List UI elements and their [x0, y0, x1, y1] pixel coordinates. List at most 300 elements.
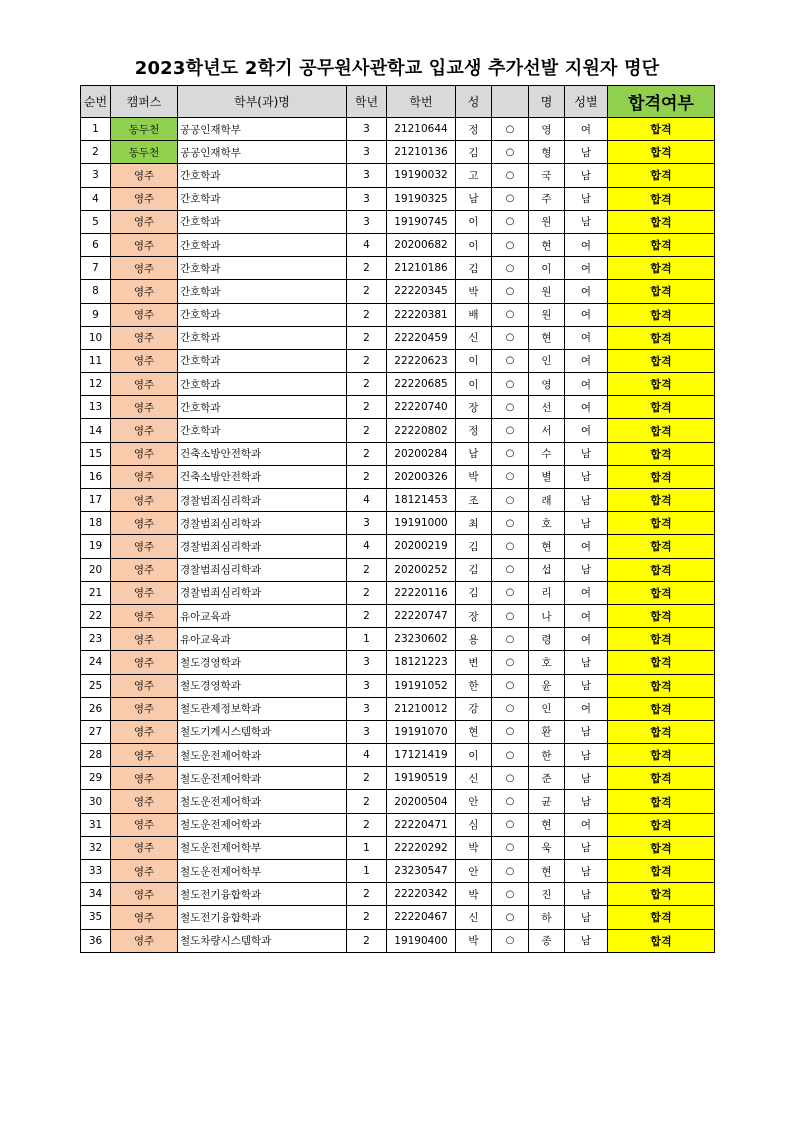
header-student-id: 학번: [387, 86, 456, 118]
table-row: [81, 651, 715, 674]
mask-cell: ○: [492, 628, 529, 651]
table-row: [81, 767, 715, 790]
campus-cell: 영주: [111, 697, 178, 720]
student-id-cell: 22220342: [387, 883, 456, 906]
row-number: 13: [81, 396, 111, 419]
surname-cell: 이: [456, 744, 492, 767]
student-id-cell: 20200326: [387, 465, 456, 488]
given-name-cell: 원: [529, 280, 565, 303]
given-name-cell: 인: [529, 349, 565, 372]
gender-cell: 남: [565, 860, 608, 883]
table-row: [81, 836, 715, 859]
gender-cell: 여: [565, 280, 608, 303]
department-cell: 철도운전제어학과: [178, 767, 347, 790]
header-result: 합격여부: [608, 86, 715, 118]
gender-cell: 남: [565, 836, 608, 859]
campus-cell: 영주: [111, 628, 178, 651]
mask-cell: ○: [492, 303, 529, 326]
student-id-cell: 19190519: [387, 767, 456, 790]
mask-cell: ○: [492, 187, 529, 210]
row-number: 3: [81, 164, 111, 187]
student-id-cell: 23230547: [387, 860, 456, 883]
mask-cell: ○: [492, 558, 529, 581]
table-row: [81, 210, 715, 233]
mask-cell: ○: [492, 720, 529, 743]
row-number: 24: [81, 651, 111, 674]
given-name-cell: 인: [529, 697, 565, 720]
given-name-cell: 나: [529, 604, 565, 627]
result-cell: 합격: [608, 535, 715, 558]
department-cell: 철도운전제어학과: [178, 813, 347, 836]
mask-cell: ○: [492, 373, 529, 396]
header-surname: 성: [456, 86, 492, 118]
year-cell: 2: [347, 419, 387, 442]
row-number: 18: [81, 512, 111, 535]
result-cell: 합격: [608, 790, 715, 813]
year-cell: 1: [347, 836, 387, 859]
table-row: [81, 558, 715, 581]
given-name-cell: 현: [529, 233, 565, 256]
year-cell: 2: [347, 326, 387, 349]
row-number: 23: [81, 628, 111, 651]
campus-cell: 영주: [111, 465, 178, 488]
given-name-cell: 영: [529, 118, 565, 141]
department-cell: 철도기계시스템학과: [178, 720, 347, 743]
campus-cell: 영주: [111, 674, 178, 697]
student-id-cell: 22220345: [387, 280, 456, 303]
given-name-cell: 원: [529, 210, 565, 233]
student-id-cell: 19191052: [387, 674, 456, 697]
surname-cell: 조: [456, 489, 492, 512]
student-id-cell: 22220471: [387, 813, 456, 836]
surname-cell: 김: [456, 535, 492, 558]
row-number: 27: [81, 720, 111, 743]
surname-cell: 현: [456, 720, 492, 743]
row-number: 26: [81, 697, 111, 720]
campus-cell: 영주: [111, 790, 178, 813]
given-name-cell: 호: [529, 651, 565, 674]
gender-cell: 여: [565, 118, 608, 141]
header-campus: 캠퍼스: [111, 86, 178, 118]
header-given-name: 명: [529, 86, 565, 118]
gender-cell: 남: [565, 790, 608, 813]
gender-cell: 여: [565, 326, 608, 349]
surname-cell: 남: [456, 187, 492, 210]
result-cell: 합격: [608, 187, 715, 210]
student-id-cell: 19190032: [387, 164, 456, 187]
surname-cell: 박: [456, 836, 492, 859]
gender-cell: 남: [565, 906, 608, 929]
gender-cell: 남: [565, 558, 608, 581]
table-body: [81, 118, 715, 953]
applicant-table: [80, 85, 715, 953]
campus-cell: 영주: [111, 651, 178, 674]
table-row: [81, 118, 715, 141]
row-number: 16: [81, 465, 111, 488]
row-number: 32: [81, 836, 111, 859]
surname-cell: 박: [456, 929, 492, 952]
student-id-cell: 19190400: [387, 929, 456, 952]
department-cell: 경찰범죄심리학과: [178, 581, 347, 604]
gender-cell: 여: [565, 303, 608, 326]
mask-cell: ○: [492, 767, 529, 790]
campus-cell: 영주: [111, 257, 178, 280]
mask-cell: ○: [492, 790, 529, 813]
department-cell: 간호학과: [178, 210, 347, 233]
year-cell: 2: [347, 790, 387, 813]
surname-cell: 이: [456, 210, 492, 233]
row-number: 12: [81, 373, 111, 396]
result-cell: 합격: [608, 836, 715, 859]
given-name-cell: 영: [529, 373, 565, 396]
year-cell: 3: [347, 210, 387, 233]
result-cell: 합격: [608, 674, 715, 697]
surname-cell: 정: [456, 118, 492, 141]
result-cell: 합격: [608, 581, 715, 604]
year-cell: 2: [347, 349, 387, 372]
gender-cell: 여: [565, 257, 608, 280]
mask-cell: ○: [492, 512, 529, 535]
campus-cell: 영주: [111, 860, 178, 883]
result-cell: 합격: [608, 141, 715, 164]
year-cell: 4: [347, 744, 387, 767]
table-row: [81, 303, 715, 326]
table-row: [81, 187, 715, 210]
mask-cell: ○: [492, 233, 529, 256]
table-row: [81, 674, 715, 697]
department-cell: 철도운전제어학과: [178, 790, 347, 813]
table-row: [81, 744, 715, 767]
department-cell: 건축소방안전학과: [178, 465, 347, 488]
result-cell: 합격: [608, 489, 715, 512]
mask-cell: ○: [492, 651, 529, 674]
department-cell: 유아교육과: [178, 604, 347, 627]
campus-cell: 영주: [111, 512, 178, 535]
result-cell: 합격: [608, 697, 715, 720]
given-name-cell: 리: [529, 581, 565, 604]
result-cell: 합격: [608, 233, 715, 256]
result-cell: 합격: [608, 906, 715, 929]
department-cell: 공공인재학부: [178, 118, 347, 141]
student-id-cell: 21210644: [387, 118, 456, 141]
year-cell: 3: [347, 720, 387, 743]
student-id-cell: 22220623: [387, 349, 456, 372]
mask-cell: ○: [492, 118, 529, 141]
campus-cell: 영주: [111, 280, 178, 303]
campus-cell: 영주: [111, 326, 178, 349]
department-cell: 철도경영학과: [178, 651, 347, 674]
row-number: 33: [81, 860, 111, 883]
given-name-cell: 종: [529, 929, 565, 952]
mask-cell: ○: [492, 396, 529, 419]
department-cell: 철도경영학과: [178, 674, 347, 697]
student-id-cell: 19190325: [387, 187, 456, 210]
campus-cell: 영주: [111, 604, 178, 627]
student-id-cell: 20200682: [387, 233, 456, 256]
student-id-cell: 22220292: [387, 836, 456, 859]
mask-cell: ○: [492, 744, 529, 767]
mask-cell: ○: [492, 349, 529, 372]
table-row: [81, 628, 715, 651]
mask-cell: ○: [492, 489, 529, 512]
gender-cell: 여: [565, 396, 608, 419]
department-cell: 간호학과: [178, 303, 347, 326]
result-cell: 합격: [608, 512, 715, 535]
campus-cell: 영주: [111, 396, 178, 419]
department-cell: 간호학과: [178, 280, 347, 303]
header-no: 순번: [81, 86, 111, 118]
department-cell: 간호학과: [178, 419, 347, 442]
mask-cell: ○: [492, 813, 529, 836]
table-row: [81, 396, 715, 419]
department-cell: 유아교육과: [178, 628, 347, 651]
given-name-cell: 령: [529, 628, 565, 651]
department-cell: 간호학과: [178, 187, 347, 210]
campus-cell: 영주: [111, 210, 178, 233]
gender-cell: 남: [565, 767, 608, 790]
student-id-cell: 22220467: [387, 906, 456, 929]
gender-cell: 남: [565, 720, 608, 743]
campus-cell: 동두천: [111, 141, 178, 164]
campus-cell: 영주: [111, 836, 178, 859]
campus-cell: 영주: [111, 744, 178, 767]
year-cell: 2: [347, 883, 387, 906]
mask-cell: ○: [492, 326, 529, 349]
row-number: 36: [81, 929, 111, 952]
row-number: 30: [81, 790, 111, 813]
student-id-cell: 22220802: [387, 419, 456, 442]
year-cell: 2: [347, 929, 387, 952]
table-row: [81, 326, 715, 349]
campus-cell: 영주: [111, 349, 178, 372]
given-name-cell: 수: [529, 442, 565, 465]
surname-cell: 최: [456, 512, 492, 535]
table-row: [81, 697, 715, 720]
gender-cell: 남: [565, 465, 608, 488]
gender-cell: 남: [565, 744, 608, 767]
year-cell: 3: [347, 118, 387, 141]
result-cell: 합격: [608, 303, 715, 326]
mask-cell: ○: [492, 442, 529, 465]
campus-cell: 영주: [111, 489, 178, 512]
campus-cell: 영주: [111, 303, 178, 326]
department-cell: 철도운전제어학과: [178, 744, 347, 767]
result-cell: 합격: [608, 720, 715, 743]
year-cell: 2: [347, 906, 387, 929]
gender-cell: 여: [565, 697, 608, 720]
gender-cell: 남: [565, 187, 608, 210]
year-cell: 2: [347, 813, 387, 836]
given-name-cell: 현: [529, 860, 565, 883]
table-row: [81, 373, 715, 396]
student-id-cell: 18121223: [387, 651, 456, 674]
mask-cell: ○: [492, 860, 529, 883]
campus-cell: 영주: [111, 187, 178, 210]
row-number: 28: [81, 744, 111, 767]
department-cell: 간호학과: [178, 396, 347, 419]
given-name-cell: 윤: [529, 674, 565, 697]
mask-cell: ○: [492, 465, 529, 488]
table-row: [81, 489, 715, 512]
year-cell: 2: [347, 767, 387, 790]
given-name-cell: 준: [529, 767, 565, 790]
row-number: 2: [81, 141, 111, 164]
mask-cell: ○: [492, 164, 529, 187]
surname-cell: 안: [456, 790, 492, 813]
mask-cell: ○: [492, 419, 529, 442]
surname-cell: 장: [456, 396, 492, 419]
header-dept: 학부(과)명: [178, 86, 347, 118]
gender-cell: 여: [565, 419, 608, 442]
row-number: 11: [81, 349, 111, 372]
mask-cell: ○: [492, 836, 529, 859]
table-row: [81, 164, 715, 187]
table-row: [81, 581, 715, 604]
student-id-cell: 21210012: [387, 697, 456, 720]
gender-cell: 여: [565, 581, 608, 604]
result-cell: 합격: [608, 860, 715, 883]
year-cell: 3: [347, 164, 387, 187]
gender-cell: 여: [565, 628, 608, 651]
gender-cell: 여: [565, 604, 608, 627]
mask-cell: ○: [492, 280, 529, 303]
year-cell: 3: [347, 512, 387, 535]
given-name-cell: 현: [529, 535, 565, 558]
given-name-cell: 주: [529, 187, 565, 210]
student-id-cell: 19191070: [387, 720, 456, 743]
campus-cell: 영주: [111, 164, 178, 187]
table-row: [81, 790, 715, 813]
year-cell: 3: [347, 141, 387, 164]
given-name-cell: 환: [529, 720, 565, 743]
surname-cell: 강: [456, 697, 492, 720]
student-id-cell: 22220381: [387, 303, 456, 326]
year-cell: 2: [347, 373, 387, 396]
department-cell: 간호학과: [178, 233, 347, 256]
department-cell: 경찰범죄심리학과: [178, 535, 347, 558]
mask-cell: ○: [492, 906, 529, 929]
surname-cell: 배: [456, 303, 492, 326]
surname-cell: 신: [456, 767, 492, 790]
table-row: [81, 233, 715, 256]
result-cell: 합격: [608, 465, 715, 488]
given-name-cell: 별: [529, 465, 565, 488]
result-cell: 합격: [608, 396, 715, 419]
table-row: [81, 257, 715, 280]
gender-cell: 남: [565, 141, 608, 164]
given-name-cell: 현: [529, 813, 565, 836]
department-cell: 건축소방안전학과: [178, 442, 347, 465]
row-number: 31: [81, 813, 111, 836]
student-id-cell: 21210136: [387, 141, 456, 164]
given-name-cell: 균: [529, 790, 565, 813]
table-row: [81, 813, 715, 836]
row-number: 34: [81, 883, 111, 906]
department-cell: 공공인재학부: [178, 141, 347, 164]
surname-cell: 신: [456, 326, 492, 349]
campus-cell: 영주: [111, 720, 178, 743]
surname-cell: 고: [456, 164, 492, 187]
surname-cell: 김: [456, 141, 492, 164]
student-id-cell: 22220685: [387, 373, 456, 396]
gender-cell: 남: [565, 883, 608, 906]
gender-cell: 남: [565, 442, 608, 465]
table-row: [81, 280, 715, 303]
department-cell: 간호학과: [178, 326, 347, 349]
student-id-cell: 18121453: [387, 489, 456, 512]
year-cell: 2: [347, 604, 387, 627]
student-id-cell: 23230602: [387, 628, 456, 651]
given-name-cell: 원: [529, 303, 565, 326]
row-number: 7: [81, 257, 111, 280]
student-id-cell: 20200504: [387, 790, 456, 813]
department-cell: 경찰범죄심리학과: [178, 489, 347, 512]
department-cell: 철도전기융합학과: [178, 883, 347, 906]
surname-cell: 이: [456, 349, 492, 372]
row-number: 15: [81, 442, 111, 465]
mask-cell: ○: [492, 674, 529, 697]
year-cell: 2: [347, 280, 387, 303]
result-cell: 합격: [608, 257, 715, 280]
surname-cell: 안: [456, 860, 492, 883]
row-number: 20: [81, 558, 111, 581]
student-id-cell: 19190745: [387, 210, 456, 233]
department-cell: 철도운전제어학부: [178, 836, 347, 859]
gender-cell: 남: [565, 651, 608, 674]
department-cell: 경찰범죄심리학과: [178, 558, 347, 581]
mask-cell: ○: [492, 535, 529, 558]
result-cell: 합격: [608, 419, 715, 442]
campus-cell: 영주: [111, 883, 178, 906]
department-cell: 철도차량시스템학과: [178, 929, 347, 952]
student-id-cell: 20200219: [387, 535, 456, 558]
year-cell: 2: [347, 558, 387, 581]
result-cell: 합격: [608, 628, 715, 651]
campus-cell: 영주: [111, 419, 178, 442]
row-number: 14: [81, 419, 111, 442]
gender-cell: 남: [565, 929, 608, 952]
surname-cell: 김: [456, 581, 492, 604]
table-header: [81, 86, 715, 118]
result-cell: 합격: [608, 604, 715, 627]
department-cell: 경찰범죄심리학과: [178, 512, 347, 535]
student-id-cell: 20200284: [387, 442, 456, 465]
row-number: 5: [81, 210, 111, 233]
year-cell: 3: [347, 697, 387, 720]
year-cell: 3: [347, 674, 387, 697]
department-cell: 간호학과: [178, 164, 347, 187]
result-cell: 합격: [608, 883, 715, 906]
row-number: 8: [81, 280, 111, 303]
student-id-cell: 20200252: [387, 558, 456, 581]
result-cell: 합격: [608, 744, 715, 767]
year-cell: 2: [347, 465, 387, 488]
surname-cell: 변: [456, 651, 492, 674]
campus-cell: 영주: [111, 373, 178, 396]
department-cell: 간호학과: [178, 373, 347, 396]
given-name-cell: 욱: [529, 836, 565, 859]
surname-cell: 남: [456, 442, 492, 465]
given-name-cell: 서: [529, 419, 565, 442]
year-cell: 2: [347, 581, 387, 604]
gender-cell: 남: [565, 164, 608, 187]
row-number: 22: [81, 604, 111, 627]
result-cell: 합격: [608, 326, 715, 349]
table-row: [81, 419, 715, 442]
given-name-cell: 하: [529, 906, 565, 929]
row-number: 17: [81, 489, 111, 512]
given-name-cell: 래: [529, 489, 565, 512]
